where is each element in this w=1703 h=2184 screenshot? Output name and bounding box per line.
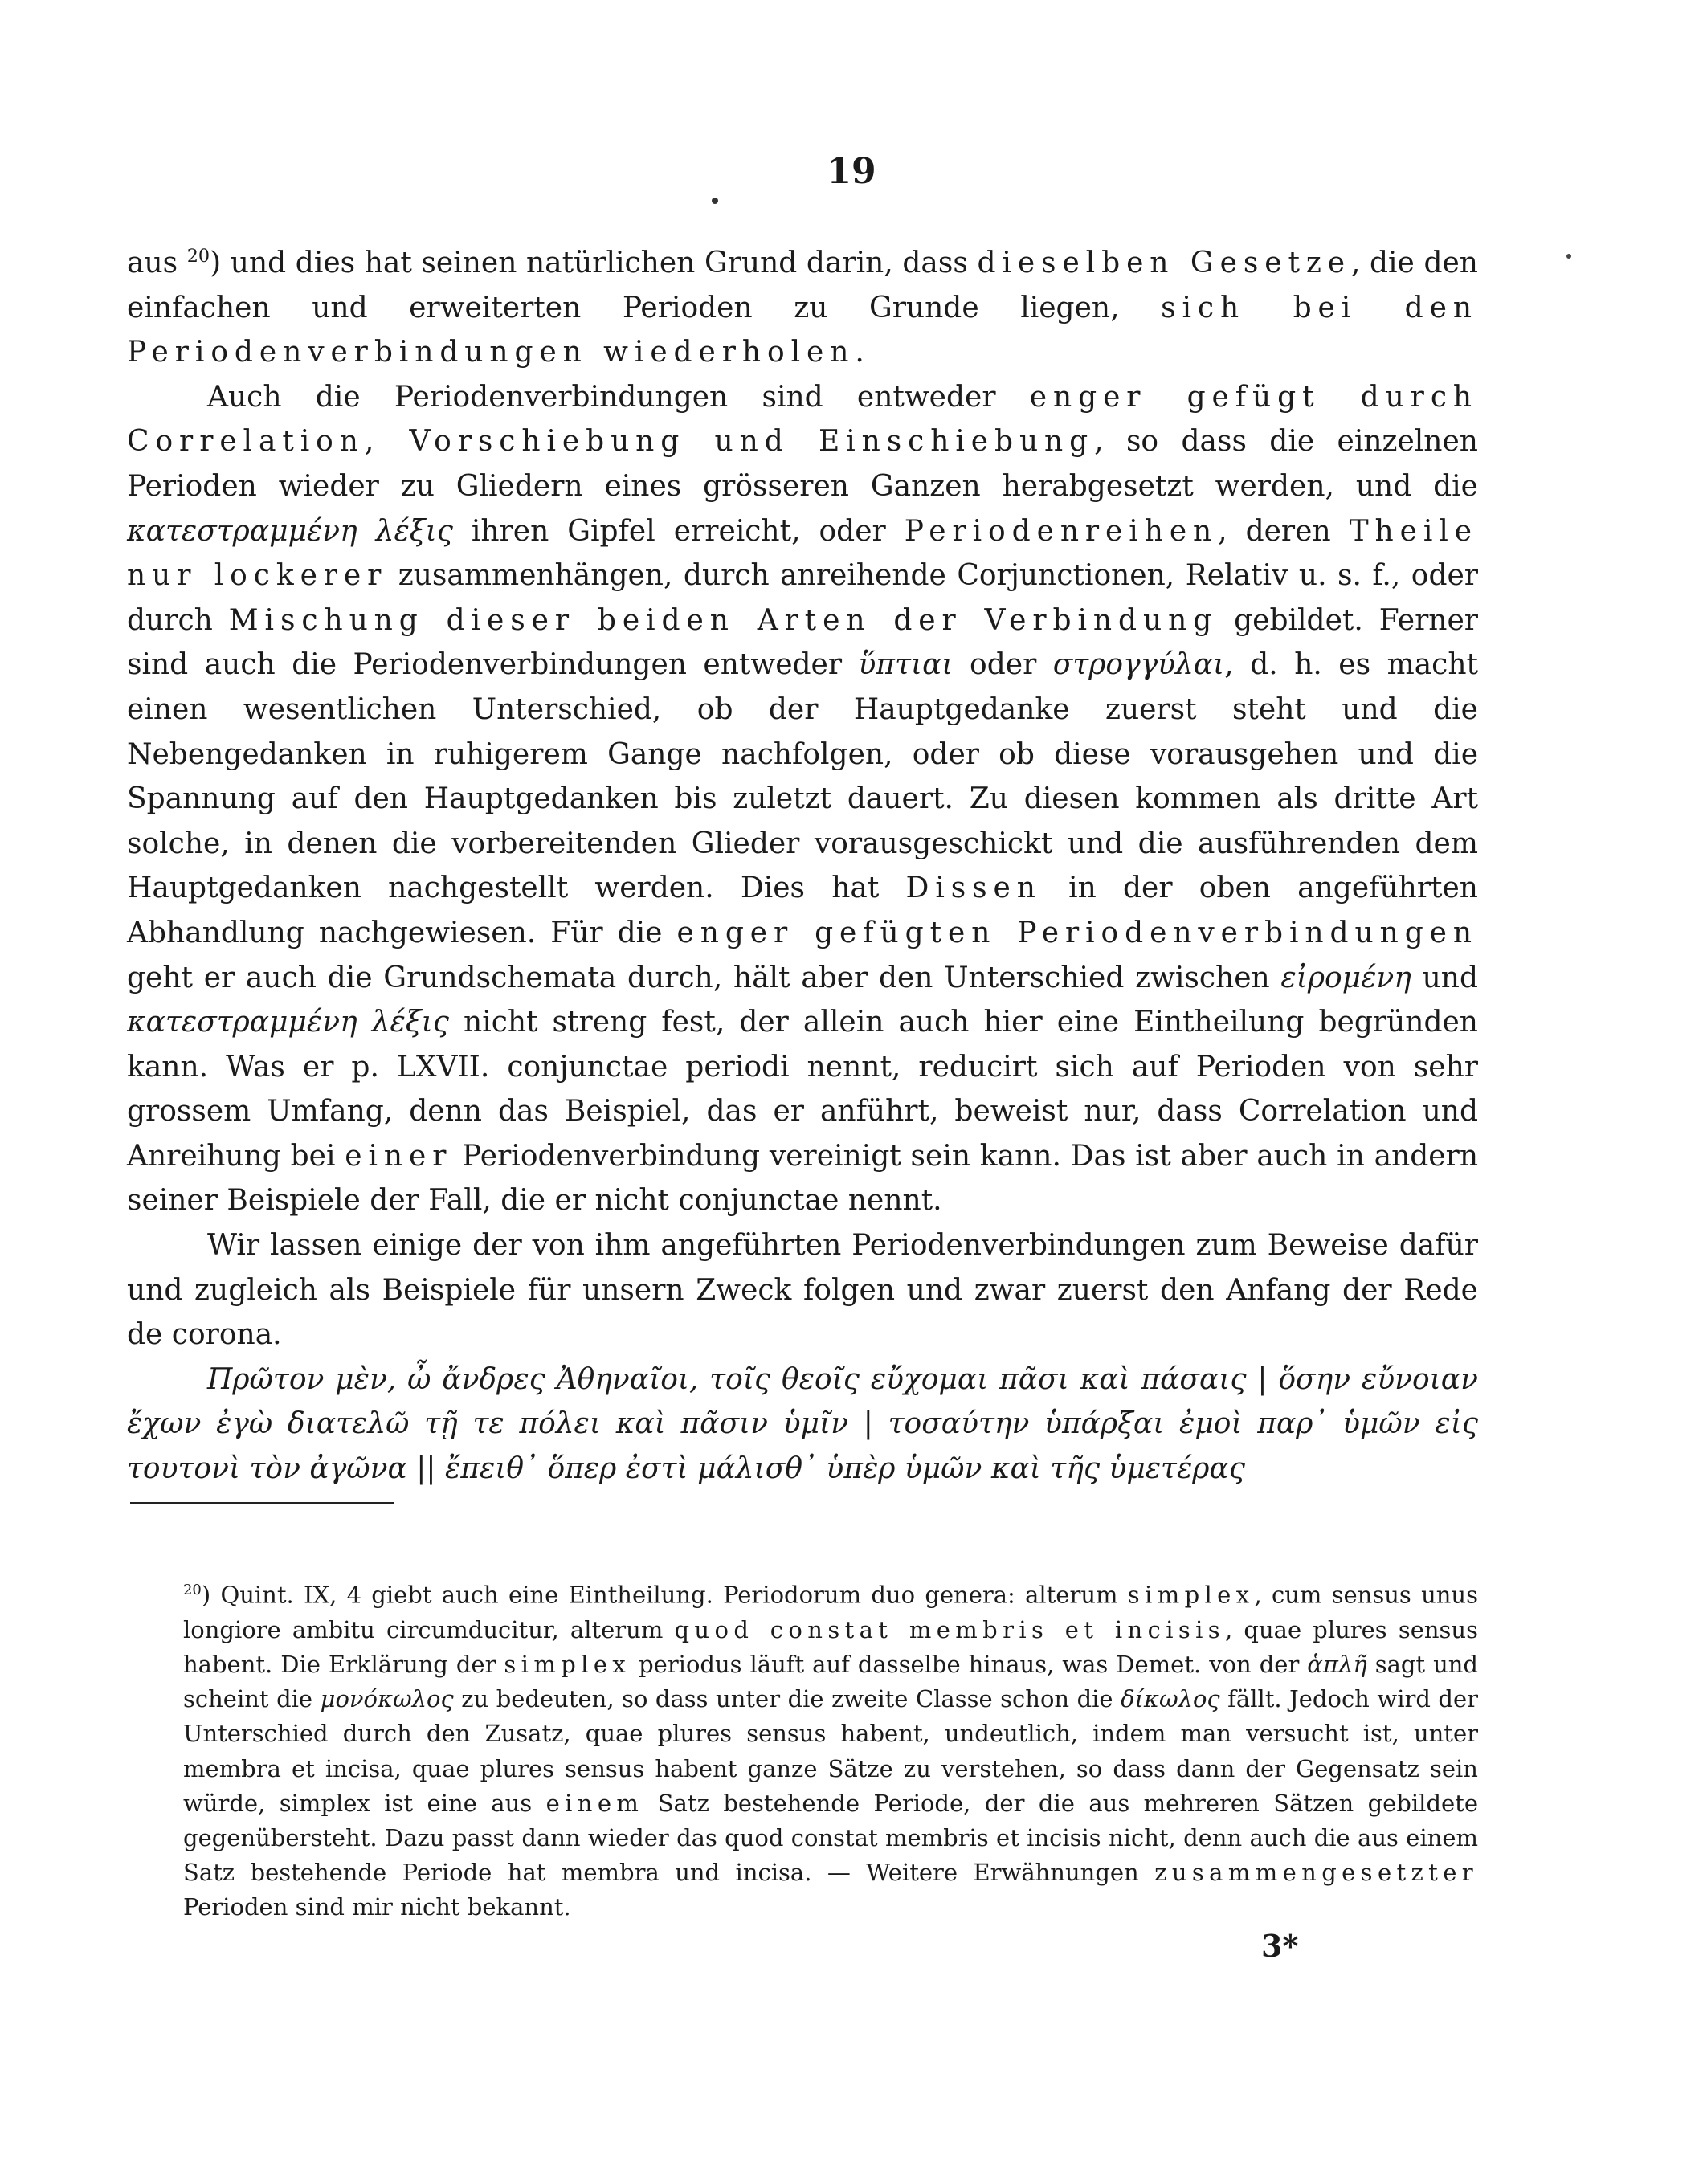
text-run: , die den einfachen und erweiterten Perioden zu Grunde liegen, bbox=[127, 247, 1478, 325]
paragraph bbox=[127, 375, 1478, 1223]
text-run: periodus läuft auf dasselbe hinaus, was Demet. von der bbox=[631, 1651, 1308, 1679]
spaced-emphasis: einer bbox=[345, 1139, 453, 1173]
paragraph bbox=[127, 235, 1478, 375]
spaced-emphasis: sich bei den Periodenverbindungen wiederholen bbox=[127, 291, 1478, 369]
text-run: , deren bbox=[1218, 514, 1350, 548]
spaced-emphasis: einem bbox=[545, 1789, 644, 1817]
text-run: ) und dies hat seinen natürlichen Grund darin, dass bbox=[210, 247, 978, 280]
greek-text: μονόκωλος bbox=[320, 1685, 454, 1713]
footnote-rule bbox=[130, 1502, 394, 1504]
spaced-emphasis: Dissen bbox=[905, 872, 1042, 905]
print-speck bbox=[1566, 254, 1571, 259]
footnote-ref: 20 bbox=[183, 1582, 202, 1598]
text-run: zu bedeuten, so dass unter die zweite Classe schon die bbox=[453, 1685, 1121, 1713]
spaced-emphasis: dieselben Gesetze bbox=[977, 247, 1351, 280]
text-run: ihren Gipfel erreicht, oder bbox=[452, 514, 905, 548]
text-run: gebildet. Ferner sind auch die Periodenverbindungen entweder bbox=[127, 603, 1479, 682]
text-run: sagt und scheint die bbox=[183, 1651, 1478, 1713]
spaced-emphasis: Theile nur lockerer bbox=[127, 514, 1478, 593]
text-run: und bbox=[1411, 961, 1478, 994]
text-run: Periodenverbindung vereinigt sein kann. Das ist aber auch in andern seiner Beispiele der Fall, die er nicht conjunctae nennt. bbox=[127, 1139, 1479, 1218]
text-run: geht er auch die Grundschemata durch, hält aber den Unterschied zwischen bbox=[127, 961, 1281, 994]
print-speck bbox=[712, 198, 718, 204]
footnote-text bbox=[183, 1573, 1478, 1925]
text-run: . bbox=[855, 336, 864, 369]
text-run: in der oben angeführten Abhandlung nachgewiesen. Für die bbox=[127, 872, 1478, 949]
text-run: Perioden sind mir nicht bekannt. bbox=[183, 1893, 571, 1921]
spaced-emphasis: Mischung dieser beiden Arten der Verbindung bbox=[228, 603, 1219, 637]
text-run: aus bbox=[127, 247, 187, 280]
spaced-emphasis: simplex bbox=[504, 1651, 631, 1679]
greek-text: ἁπλῆ bbox=[1307, 1651, 1367, 1679]
greek-text: κατεστραμμένη λέξις bbox=[127, 514, 453, 548]
greek-text: εἰρομένη bbox=[1280, 961, 1411, 994]
text-run: , cum sensus unus longiore ambitu circumducitur, alterum bbox=[183, 1581, 1478, 1643]
paragraph bbox=[127, 1223, 1478, 1357]
text-run: oder bbox=[953, 648, 1053, 682]
page-number: 19 bbox=[827, 151, 876, 192]
text-run: Wir lassen einige der von ihm angeführten Periodenverbindungen zum Beweise dafür und zugleich als Beispiele für unsern Zweck folgen und zwar zuerst den Anfang der Rede de corona. bbox=[127, 1229, 1478, 1352]
text-run: Auch die Periodenverbindungen sind entweder bbox=[207, 380, 1030, 414]
spaced-emphasis: Periodenreihen bbox=[904, 514, 1219, 548]
spaced-emphasis: enger gefügt durch Correlation, Vorschiebung und Einschiebung bbox=[127, 380, 1479, 459]
text-run: ) Quint. IX, 4 giebt auch eine Eintheilung. Periodorum duo genera: alterum bbox=[201, 1581, 1128, 1609]
main-text bbox=[127, 235, 1478, 1492]
text-run: fällt. Jedoch wird der Unterschied durch den Zusatz, quae plures sensus habent, undeutlich, indem man versucht ist, unter membra et incisa, quae plures sensus habent ganze Sätze zu verstehen, so dass dann der Gegensatz sein würde, simplex ist eine aus bbox=[183, 1685, 1478, 1817]
spaced-emphasis: zusammengesetzter bbox=[1154, 1859, 1478, 1887]
text-run: nicht streng fest, der allein auch hier eine Eintheilung begründen kann. Was er p. LXVII. conjunctae periodi nennt, reducirt sich auf Perioden von sehr grossem Umfang, denn das Beispiel, das er anführt, beweist nur, dass Correlation und Anreihung bei bbox=[127, 1006, 1478, 1173]
spaced-emphasis: simplex bbox=[1127, 1581, 1255, 1609]
greek-text: Πρῶτον μὲν, ὦ ἄνδρες Ἀθηναῖοι, τοῖς θεοῖς εὔχομαι πᾶσι καὶ πάσαις | ὅσην εὔνοιαν ἔχων ἐγὼ διατελῶ τῇ τε πόλει καὶ πᾶσιν ὑμῖν | τοσαύτην ὑπάρξαι ἐμοὶ παρ᾽ ὑμῶν εἰς τουτονὶ τὸν ἀγῶνα || ἔπειθ᾽ ὅπερ ἐστὶ μάλισθ᾽ ὑπὲρ ὑμῶν καὶ τῆς ὑμετέρας bbox=[127, 1362, 1478, 1486]
greek-text: ὕπτιαι bbox=[858, 648, 954, 682]
text-run: Satz bestehende Periode, der die aus mehreren Sätzen gebildete gegenübersteht. Dazu passt dann wieder das quod constat membris et incisis nicht, denn auch die aus einem Satz bestehende Periode hat membra und incisa. — Weitere Erwähnungen bbox=[183, 1789, 1478, 1887]
greek-quotation bbox=[127, 1357, 1478, 1492]
text-run: , quae plures sensus habent. Die Erklärung der bbox=[183, 1615, 1478, 1679]
footnote bbox=[183, 1573, 1478, 1925]
greek-text: δίκωλος bbox=[1121, 1685, 1220, 1713]
greek-text: στρογγύλαι bbox=[1052, 648, 1225, 682]
footnote-ref: 20 bbox=[186, 246, 210, 267]
greek-text: κατεστραμμένη λέξις bbox=[127, 1006, 449, 1039]
spaced-emphasis: enger gefügten Periodenverbindungen bbox=[676, 916, 1479, 949]
spaced-emphasis: quod constat membris et incisis bbox=[674, 1615, 1226, 1643]
text-run: zusammenhängen, durch anreihende Corjunctionen, Relativ u. s. f., oder durch bbox=[127, 559, 1479, 637]
text-run: , d. h. es macht einen wesentlichen Unterschied, ob der Hauptgedanke zuerst steht und die Nebengedanken in ruhigerem Gange nachfolgen, oder ob diese vorausgehen und die Spannung auf den Hauptgedanken bis zuletzt dauert. Zu diesen kommen als dritte Art solche, in denen die vorbereitenden Glieder vorausgeschickt und die ausführenden dem Hauptgedanken nachgestellt werden. Dies hat bbox=[127, 648, 1478, 905]
text-run: , so dass die einzelnen Perioden wieder zu Gliedern eines grösseren Ganzen herabgesetzt werden, und die bbox=[127, 425, 1478, 503]
signature-mark: 3* bbox=[1261, 1928, 1299, 1964]
